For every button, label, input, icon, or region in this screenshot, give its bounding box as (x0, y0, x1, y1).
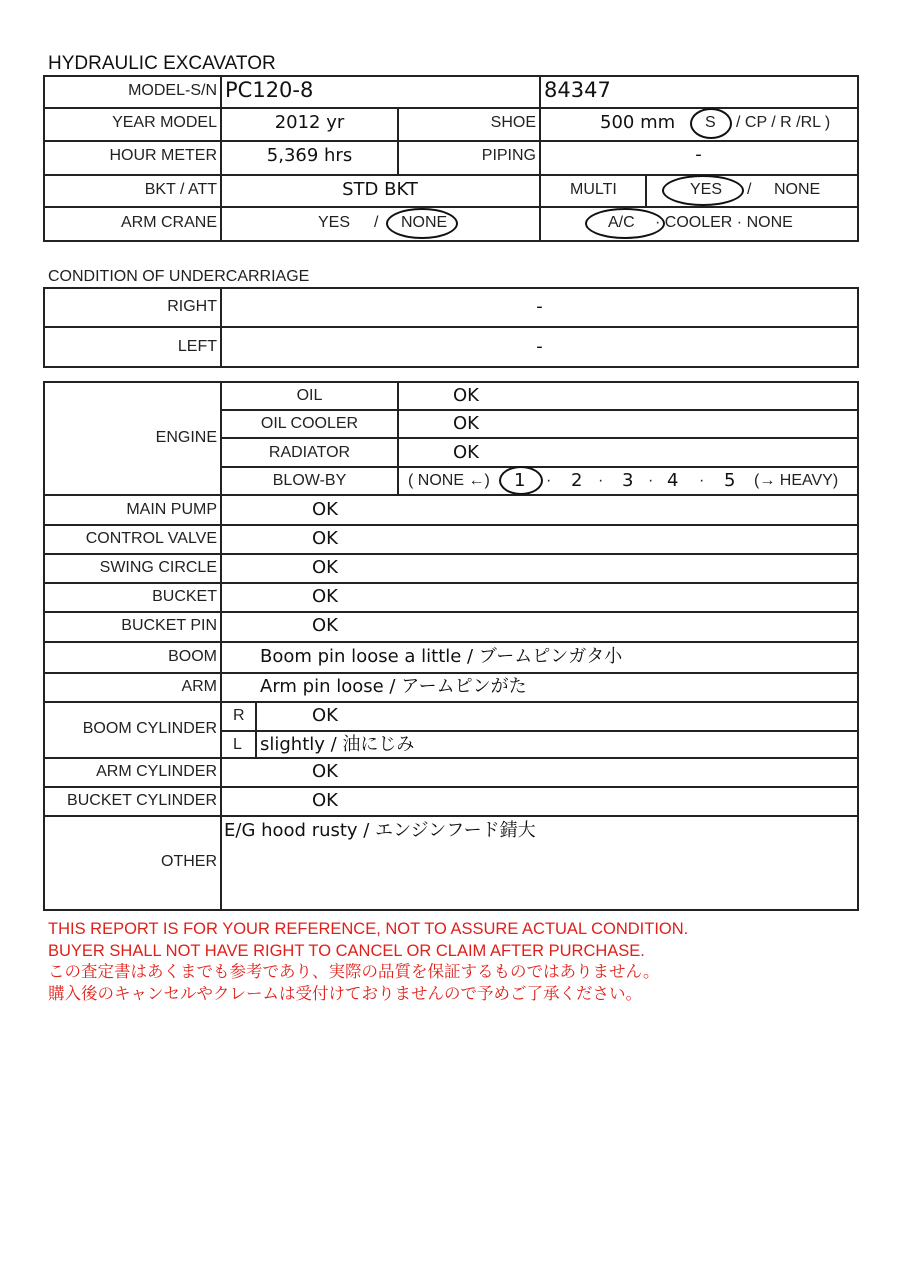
engine-blowby-label: BLOW-BY (272, 472, 347, 489)
multi-label: MULTI (570, 181, 617, 198)
piping-label: PIPING (481, 147, 536, 164)
serial-value: 84347 (544, 78, 611, 102)
swing-circle-label: SWING CIRCLE (99, 559, 217, 576)
undercarriage-title: CONDITION OF UNDERCARRIAGE (48, 268, 310, 285)
arm-crane-yes: YES (318, 214, 351, 231)
selection-circle (690, 108, 732, 139)
bucket-cylinder-label: BUCKET CYLINDER (67, 792, 217, 809)
selection-circle (585, 208, 665, 239)
engine-label: ENGINE (155, 429, 217, 446)
boom-cylinder-l-value: slightly / 油にじみ (260, 734, 415, 755)
engine-oil-cooler-value: OK (453, 413, 479, 434)
selection-circle (499, 466, 543, 495)
blowby-level-5: 5 (724, 470, 736, 491)
bucket-label: BUCKET (152, 588, 217, 605)
shoe-option-s: S (705, 114, 716, 131)
multi-separator: / (747, 181, 752, 198)
blowby-level-2: 2 (571, 470, 583, 491)
hour-meter-label: HOUR METER (109, 147, 217, 164)
disclaimer-line: THIS REPORT IS FOR YOUR REFERENCE, NOT TO ASSURE ACTUAL CONDITION. (48, 920, 689, 938)
bucket-cylinder-value: OK (312, 790, 338, 811)
undercarriage-right-value: - (536, 296, 543, 317)
blowby-level-1: 1 (514, 470, 526, 491)
control-valve-label: CONTROL VALVE (85, 530, 217, 547)
bucket-value: OK (312, 586, 338, 607)
selection-circle (662, 175, 744, 206)
boom-label: BOOM (168, 648, 217, 665)
multi-yes: YES (690, 181, 723, 198)
engine-radiator-value: OK (453, 442, 479, 463)
blowby-separator: · (546, 472, 552, 489)
engine-oil-cooler-label: OIL COOLER (260, 415, 359, 432)
disclaimer-line: BUYER SHALL NOT HAVE RIGHT TO CANCEL OR CLAIM AFTER PURCHASE. (48, 942, 645, 960)
arm-crane-label: ARM CRANE (120, 214, 217, 231)
blowby-level-4: 4 (667, 470, 679, 491)
arm-crane-separator: / (374, 214, 379, 231)
disclaimer-line: 購入後のキャンセルやクレームは受付けておりませんので予めご了承ください。 (48, 985, 642, 1003)
blowby-scale-end: (→ HEAVY) (754, 472, 839, 489)
ac-option: A/C (608, 214, 635, 231)
engine-oil-label: OIL (296, 387, 323, 404)
blowby-separator: · (648, 472, 654, 489)
shoe-label: SHOE (490, 114, 536, 131)
year-value: 2012 yr (274, 112, 345, 133)
year-label: YEAR MODEL (112, 114, 217, 131)
boom-cylinder-label: BOOM CYLINDER (82, 720, 217, 737)
undercarriage-right-label: RIGHT (167, 298, 217, 315)
main-pump-value: OK (312, 499, 338, 520)
piping-value: - (695, 144, 702, 165)
undercarriage-left-value: - (536, 336, 543, 357)
shoe-options-rest: / CP / R /RL ) (736, 114, 831, 131)
bkt-att-label: BKT / ATT (144, 181, 217, 198)
boom-cylinder-r-value: OK (312, 705, 338, 726)
shoe-width-value: 500 mm (600, 112, 676, 133)
blowby-level-3: 3 (622, 470, 634, 491)
selection-circle (386, 208, 458, 239)
arm-crane-none: NONE (401, 214, 448, 231)
model-value: PC120-8 (225, 78, 314, 102)
blowby-separator: · (699, 472, 705, 489)
boom-value: Boom pin loose a little / ブームピンガタ小 (260, 646, 623, 667)
engine-oil-value: OK (453, 385, 479, 406)
blowby-separator: · (598, 472, 604, 489)
page-title: HYDRAULIC EXCAVATOR (48, 53, 276, 74)
engine-radiator-label: RADIATOR (268, 444, 351, 461)
swing-circle-value: OK (312, 557, 338, 578)
bkt-value: STD BKT (342, 179, 418, 200)
arm-cylinder-value: OK (312, 761, 338, 782)
blowby-scale-start: ( NONE ←) (408, 472, 490, 489)
other-value: E/G hood rusty / エンジンフード錆大 (224, 820, 536, 841)
multi-none: NONE (774, 181, 821, 198)
arm-value: Arm pin loose / アームピンがた (260, 676, 527, 697)
bucket-pin-label: BUCKET PIN (121, 617, 217, 634)
ac-options-rest: · COOLER · NONE (655, 214, 793, 231)
other-label: OTHER (161, 853, 217, 870)
bucket-pin-value: OK (312, 615, 338, 636)
undercarriage-left-label: LEFT (177, 338, 217, 355)
control-valve-value: OK (312, 528, 338, 549)
hour-meter-value: 5,369 hrs (266, 145, 353, 166)
boom-cylinder-r-label: R (233, 707, 245, 724)
arm-cylinder-label: ARM CYLINDER (96, 763, 217, 780)
arm-label: ARM (181, 678, 217, 695)
disclaimer-line: この査定書はあくまでも参考であり、実際の品質を保証するものではありません。 (48, 963, 660, 981)
model-sn-label: MODEL-S/N (128, 82, 217, 99)
main-pump-label: MAIN PUMP (126, 501, 217, 518)
boom-cylinder-l-label: L (233, 736, 242, 753)
